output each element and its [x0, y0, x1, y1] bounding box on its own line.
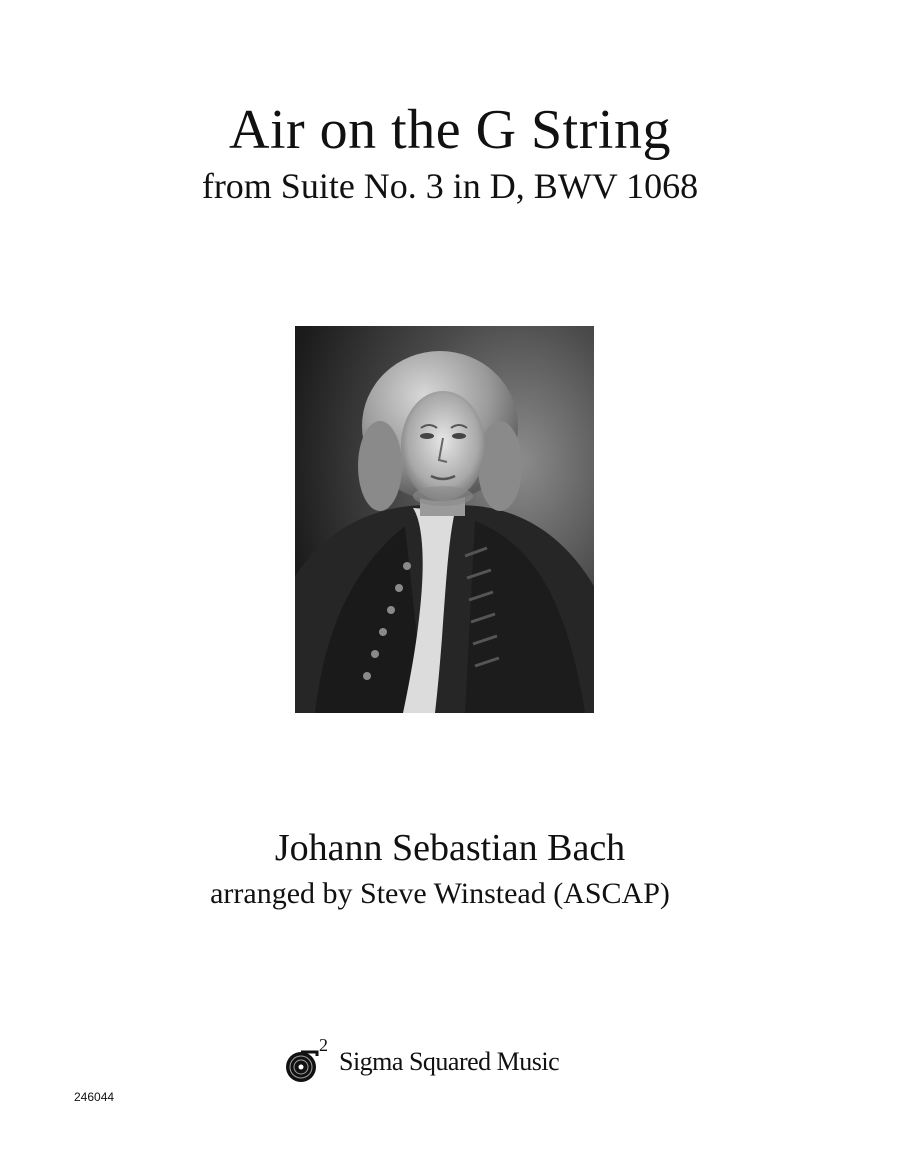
arranger-credit: arranged by Steve Winstead (ASCAP)	[210, 877, 670, 910]
sigma-squared-logo-icon	[283, 1035, 333, 1084]
subtitle: from Suite No. 3 in D, BWV 1068	[201, 166, 699, 206]
catalog-number: 246044	[74, 1090, 115, 1104]
title: Air on the G String	[229, 99, 671, 161]
composer-name	[0, 824, 900, 872]
composer-portrait	[295, 326, 594, 713]
publisher	[283, 1035, 560, 1084]
logo-superscript: 2	[319, 1035, 328, 1055]
composer-name-text: Johann Sebastian Bach	[274, 827, 626, 869]
publisher-name: Sigma Squared Music	[339, 1047, 560, 1076]
